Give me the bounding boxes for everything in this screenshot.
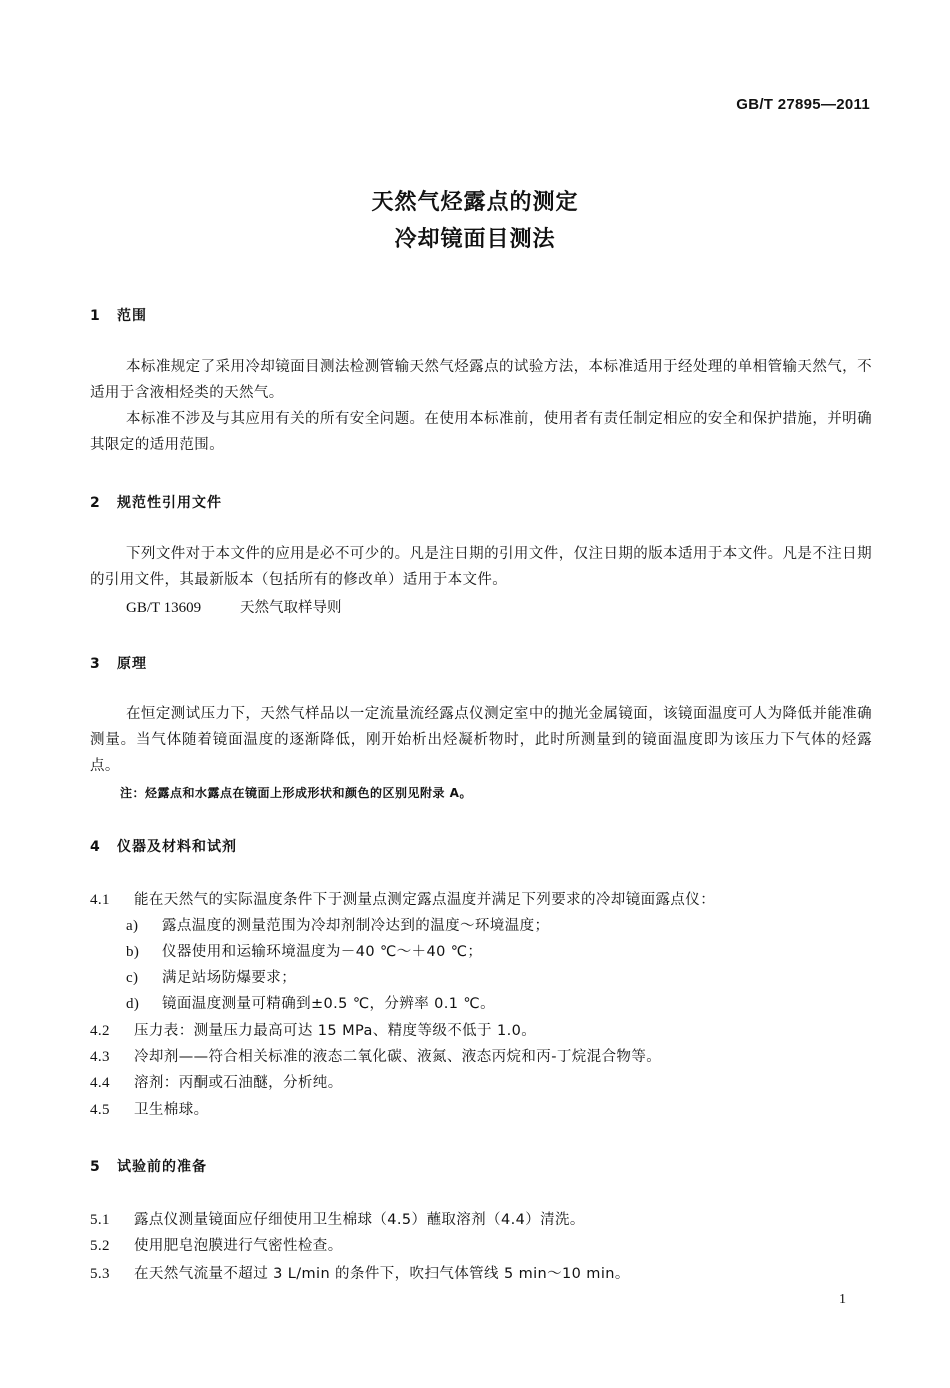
- section-heading-scope: [90, 305, 147, 325]
- list-item: [126, 914, 549, 935]
- list-item-label: a): [126, 918, 139, 934]
- clause-4-2: [90, 1019, 536, 1040]
- clause-5-3: [90, 1262, 630, 1283]
- clause-4-4: [90, 1071, 343, 1092]
- clause-number: 4.2: [90, 1023, 110, 1039]
- paragraph-normative-references: 下列文件对于本文件的应用是必不可少的。凡是注日期的引用文件，仅注日期的版本适用于本文件。凡是不注日期的引用文件，其最新版本（包括所有的修改单）适用于本文件。: [90, 546, 872, 588]
- clause-4-1: [90, 888, 715, 909]
- section-title: 范围: [117, 308, 147, 324]
- list-item-label: d): [126, 996, 140, 1012]
- section-heading-principle: [90, 653, 147, 673]
- clause-text: 冷却剂——符合相关标准的液态二氧化碳、液氮、液态丙烷和丙-丁烷混合物等。: [134, 1049, 662, 1065]
- section-number: 1: [90, 308, 101, 324]
- clause-5-2: [90, 1234, 343, 1255]
- clause-text: 能在天然气的实际温度条件下于测量点测定露点温度并满足下列要求的冷却镜面露点仪：: [134, 892, 716, 908]
- clause-number: 5.1: [90, 1212, 110, 1228]
- paragraph-scope-2: 本标准不涉及与其应用有关的所有安全问题。在使用本标准前，使用者有责任制定相应的安全和保护措施，并明确其限定的适用范围。: [90, 411, 872, 453]
- clause-number: 4.4: [90, 1075, 110, 1091]
- clause-text: 使用肥皂泡膜进行气密性检查。: [134, 1238, 343, 1254]
- document-title: 天然气烃露点的测定: [371, 190, 579, 215]
- paragraph-scope-1: 本标准规定了采用冷却镜面目测法检测管输天然气烃露点的试验方法，本标准适用于经处理的单相管输天然气，不适用于含液相烃类的天然气。: [90, 359, 872, 401]
- list-item: [126, 966, 296, 987]
- standard-number: GB/T 27895—2011: [736, 96, 870, 113]
- clause-text: 在天然气流量不超过 3 L/min 的条件下，吹扫气体管线 5 min～10 min。: [134, 1266, 630, 1282]
- section-title: 试验前的准备: [117, 1159, 207, 1175]
- section-number: 4: [90, 839, 101, 855]
- section-heading-apparatus: [90, 836, 237, 856]
- clause-number: 5.2: [90, 1238, 110, 1254]
- paragraph-principle: 在恒定测试压力下，天然气样品以一定流量流经露点仪测定室中的抛光金属镜面，该镜面温度可人为降低并能准确测量。当气体随着镜面温度的逐渐降低，刚开始析出烃凝析物时，此时所测量到的镜面温度即为该压力下气体的烃露点。: [90, 706, 872, 774]
- section-title: 原理: [117, 656, 147, 672]
- document-subtitle: 冷却镜面目测法: [394, 227, 556, 252]
- clause-number: 4.5: [90, 1102, 110, 1118]
- list-item-label: b): [126, 944, 140, 960]
- clause-number: 4.3: [90, 1049, 110, 1065]
- list-item-text: 满足站场防爆要求；: [162, 970, 297, 986]
- list-item: [126, 940, 482, 961]
- section-heading-normative-references: [90, 492, 222, 512]
- page-number: 1: [839, 1292, 846, 1307]
- list-item-text: 镜面温度测量可精确到±0.5 ℃，分辨率 0.1 ℃。: [162, 996, 495, 1012]
- reference-entry: [126, 596, 342, 617]
- list-item: [126, 992, 495, 1013]
- list-item-label: c): [126, 970, 139, 986]
- list-item-text: 露点温度的测量范围为冷却剂制冷达到的温度～环境温度；: [162, 918, 550, 934]
- clause-number: 5.3: [90, 1266, 110, 1282]
- clause-text: 压力表：测量压力最高可达 15 MPa、精度等级不低于 1.0。: [134, 1023, 537, 1039]
- section-number: 2: [90, 495, 101, 511]
- clause-5-1: [90, 1208, 585, 1229]
- clause-text: 露点仪测量镜面应仔细使用卫生棉球（4.5）蘸取溶剂（4.4）清洗。: [134, 1212, 585, 1228]
- section-title: 规范性引用文件: [117, 495, 222, 511]
- clause-number: 4.1: [90, 892, 110, 908]
- clause-text: 卫生棉球。: [134, 1102, 209, 1118]
- list-item-text: 仪器使用和运输环境温度为－40 ℃～＋40 ℃；: [162, 944, 483, 960]
- reference-code: GB/T 13609: [126, 600, 202, 616]
- clause-text: 溶剂：丙酮或石油醚，分析纯。: [134, 1075, 343, 1091]
- section-number: 3: [90, 656, 101, 672]
- clause-4-3: [90, 1045, 661, 1066]
- section-number: 5: [90, 1159, 101, 1175]
- reference-title: 天然气取样导则: [240, 600, 342, 616]
- clause-4-5: [90, 1098, 209, 1119]
- section-title: 仪器及材料和试剂: [117, 839, 237, 855]
- section-heading-preparation: [90, 1156, 207, 1176]
- note-text: 注：烃露点和水露点在镜面上形成形状和颜色的区别见附录 A。: [120, 786, 472, 800]
